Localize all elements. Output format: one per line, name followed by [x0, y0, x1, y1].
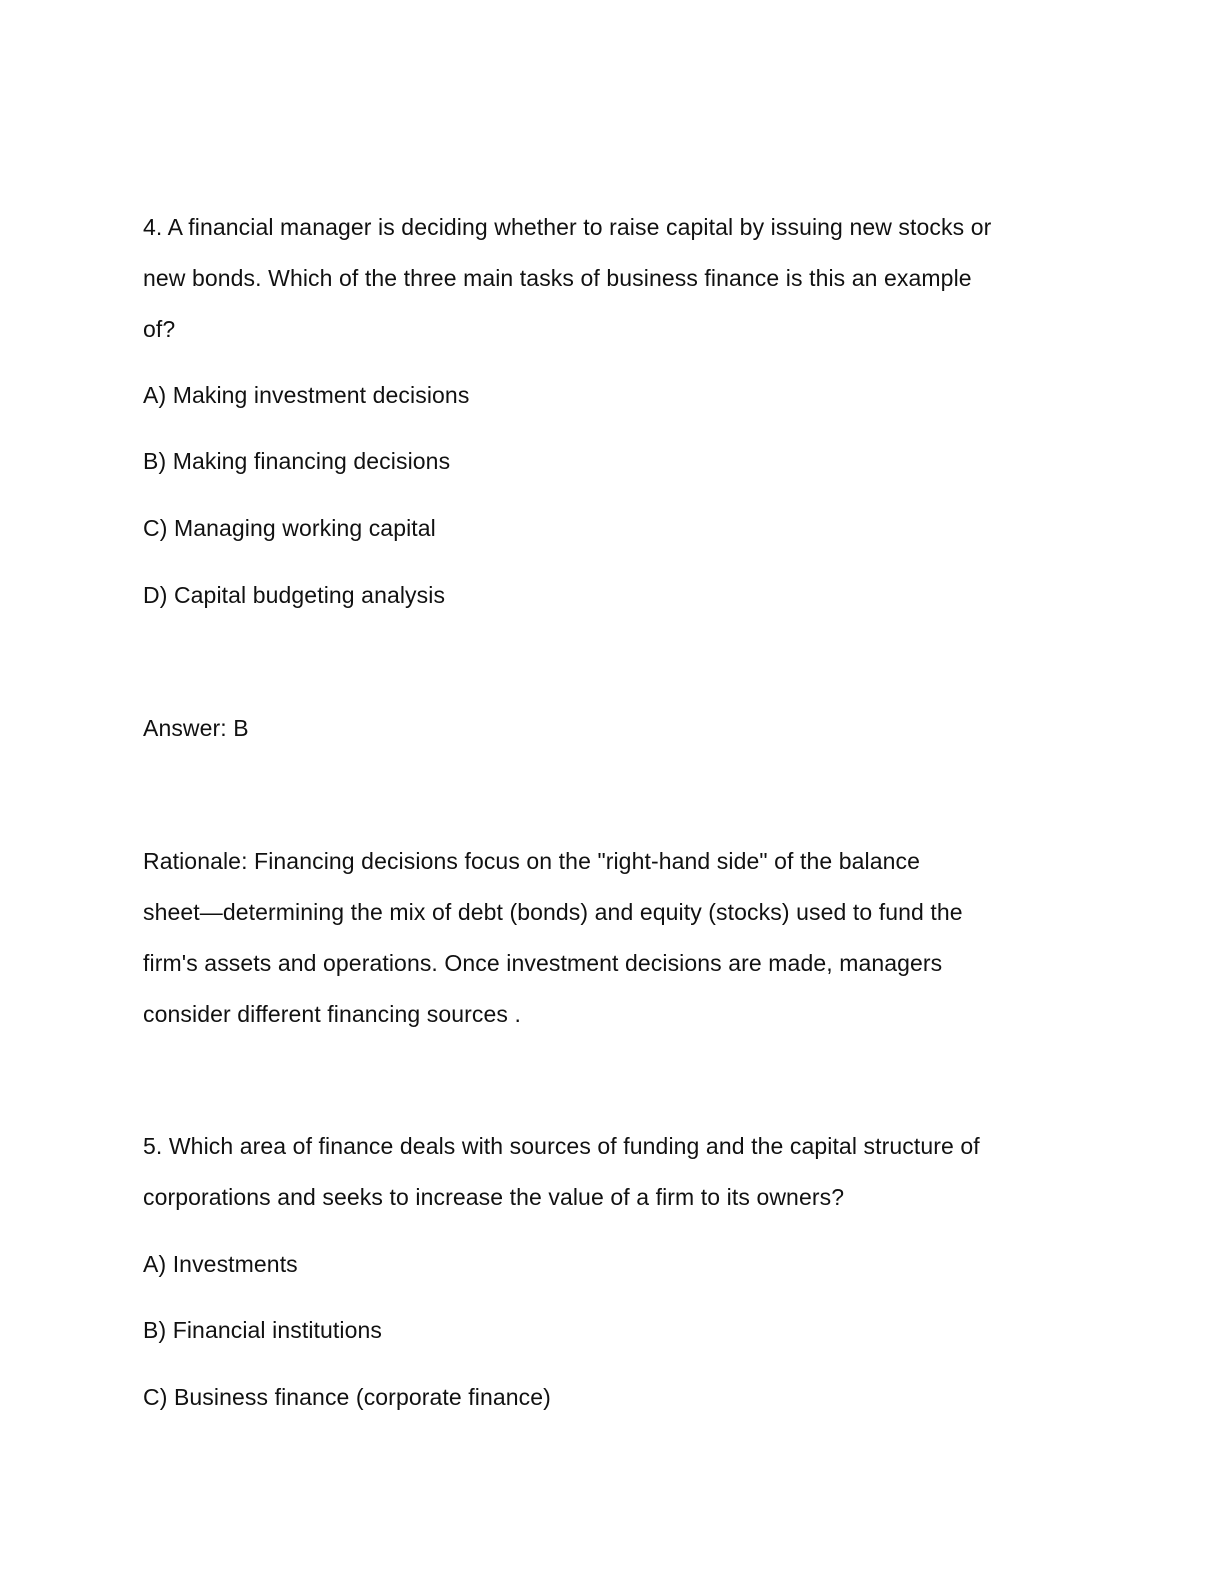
q4-rationale-line-1: Rationale: Financing decisions focus on the "right-hand side" of the balance [143, 848, 921, 874]
q4-stem-line-3: of? [143, 316, 176, 342]
q4-stem-line-1: 4. A financial manager is deciding whether to raise capital by issuing new stocks or [143, 214, 992, 240]
q5-option-c: C) Business finance (corporate finance) [143, 1384, 551, 1410]
q5-option-b: B) Financial institutions [143, 1317, 382, 1343]
q5-option-a: A) Investments [143, 1251, 298, 1277]
q5-stem-line-1: 5. Which area of finance deals with sources of funding and the capital structure of [143, 1133, 980, 1159]
q4-stem-line-2: new bonds. Which of the three main tasks of business finance is this an example [143, 265, 972, 291]
q4-answer: Answer: B [143, 715, 249, 741]
q4-rationale-line-3: firm's assets and operations. Once investment decisions are made, managers [143, 950, 943, 976]
q4-rationale-line-4: consider different financing sources . [143, 1001, 521, 1027]
q4-option-b: B) Making financing decisions [143, 448, 451, 474]
q5-stem-line-2: corporations and seeks to increase the value of a firm to its owners? [143, 1184, 845, 1210]
q4-option-c: C) Managing working capital [143, 515, 436, 541]
q4-option-d: D) Capital budgeting analysis [143, 582, 446, 608]
q4-rationale-line-2: sheet—determining the mix of debt (bonds) and equity (stocks) used to fund the [143, 899, 963, 925]
q4-option-a: A) Making investment decisions [143, 382, 470, 408]
